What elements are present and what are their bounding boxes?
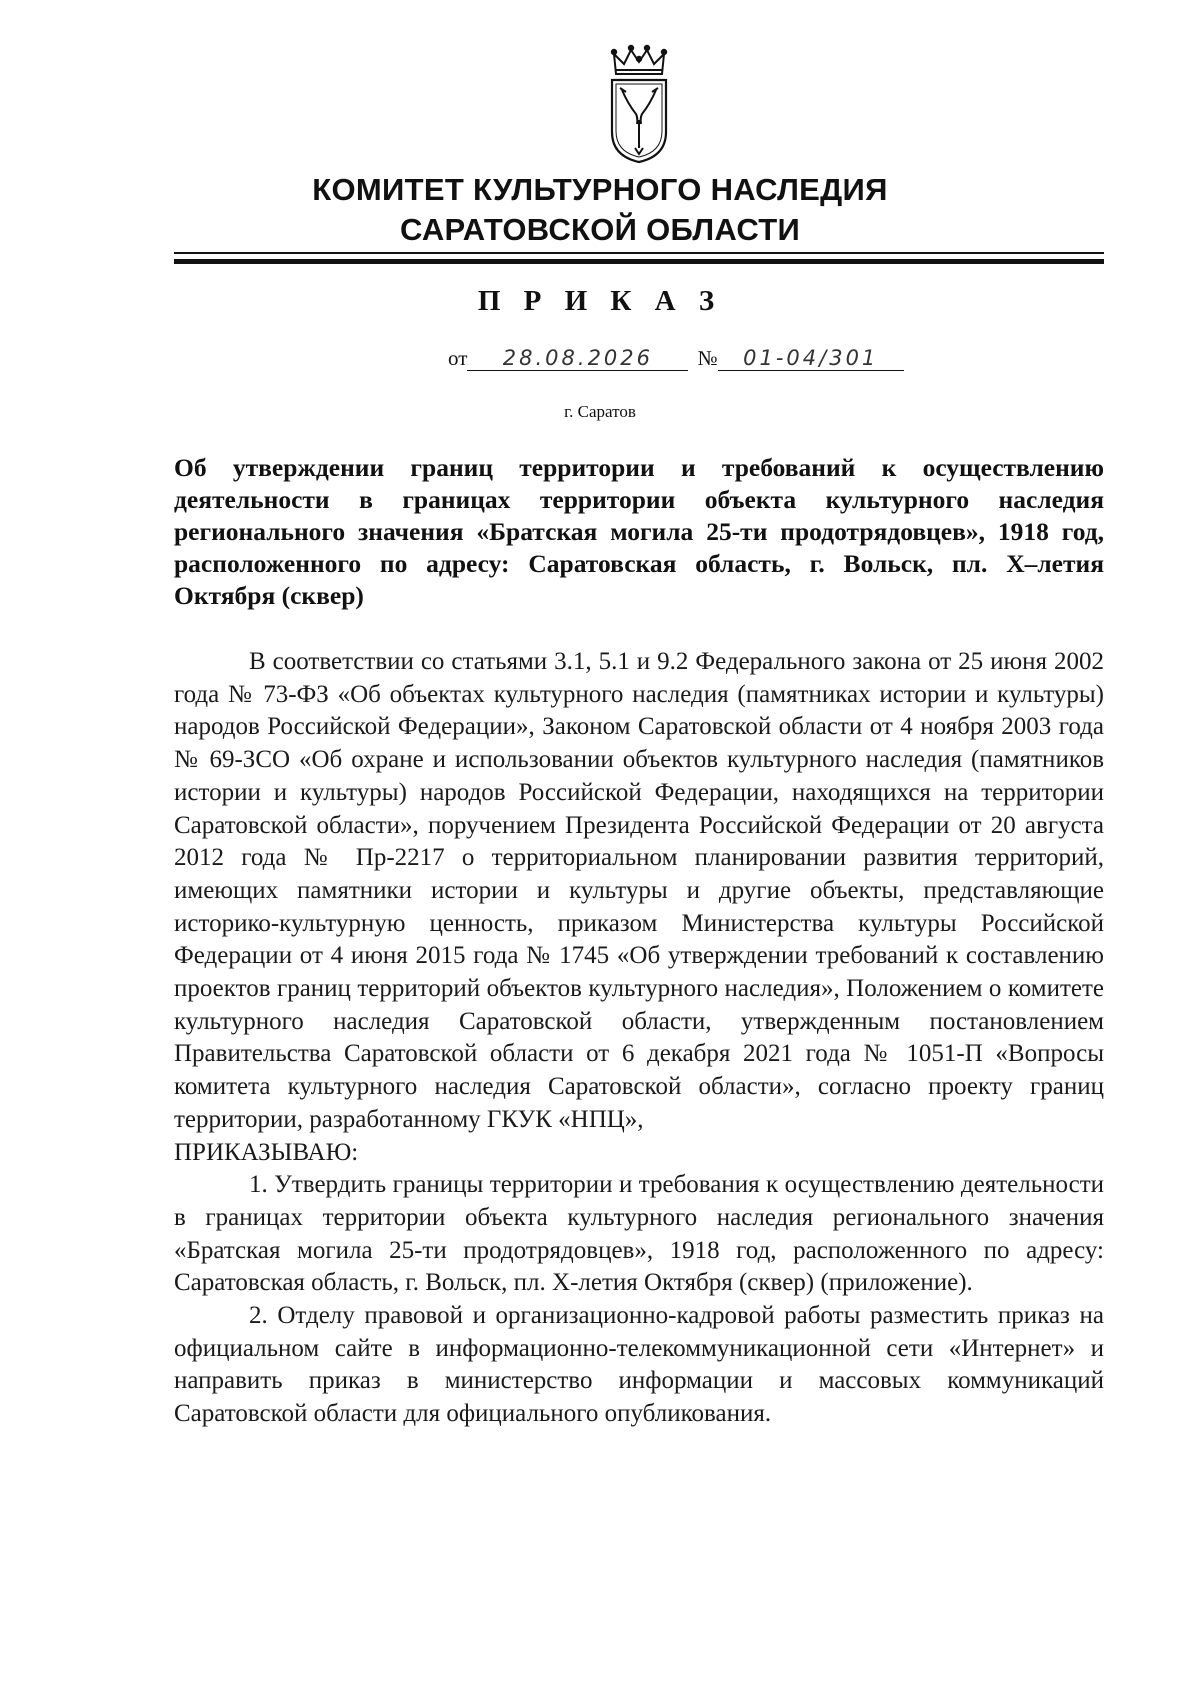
organization-name-line1: КОМИТЕТ КУЛЬТУРНОГО НАСЛЕДИЯ: [312, 172, 888, 207]
organization-name: [0, 170, 1200, 250]
organization-name-line2: САРАТОВСКОЙ ОБЛАСТИ: [399, 212, 801, 247]
coat-of-arms-icon: [606, 44, 672, 164]
order-word: ПРИКАЗЫВАЮ:: [174, 1138, 359, 1166]
date-prefix: от: [448, 346, 468, 370]
handwritten-number: 01-04/301: [718, 346, 904, 371]
document-body: [174, 646, 1104, 1431]
handwritten-date: 28.08.2026: [467, 346, 688, 371]
preamble-paragraph: В соответствии со статьями 3.1, 5.1 и 9.2 Федерального закона от 25 июня 2002 года № 73-ФЗ «Об объектах культурного наследия (памятниках истории и культуры) народов Российской Федерации», Законом Саратовской области от 4 ноября 2003 года № 69-ЗСО «Об охране и использовании объектов культурного наследия (памятников истории и культуры) народов Российской Федерации, находящихся на территории Саратовской области», поручением Президента Российской Федерации от 20 августа 2012 года № Пр-2217 о территориальном планировании развития территорий, имеющих памятники истории и культуры и другие объекты, представляющие историко-культурную ценность, приказом Министерства культуры Российской Федерации от 4 июня 2015 года № 1745 «Об утверждении требований к составлению проектов границ территорий объектов культурного наследия», Положением о комитете культурного наследия Саратовской области, утвержденным постановлением Правительства Саратовской области от 6 декабря 2021 года № 1051-П «Вопросы комитета культурного наследия Саратовской области», согласно проекту границ территории, разработанному ГКУК «НПЦ»,: [174, 648, 1104, 1133]
document-type: П Р И К А З: [477, 285, 723, 317]
order-item-1: 1. Утвердить границы территории и требования к осуществлению деятельности в границах территории объекта культурного наследия регионального значения «Братская могила 25-ти продотрядовцев», 1918 год, расположенного по адресу: Саратовская область, г. Вольск, пл. Х-летия Октября (сквер) (приложение).: [174, 1171, 1104, 1297]
header-rule-thin: [174, 252, 1104, 254]
order-item-2: 2. Отделу правовой и организационно-кадровой работы разместить приказ на официальном сайте в информационно-телекоммуникационной сети «Интернет» и направить приказ в министерство информации и массовых коммуникаций Саратовской области для официального опубликования.: [174, 1302, 1104, 1428]
number-prefix: №: [697, 346, 718, 370]
document-subject: Об утверждении границ территории и требований к осуществлению деятельности в границах территории объекта культурного наследия регионального значения «Братская могила 25-ти продотрядовцев», 1918 год, расположенного по адресу: Саратовская область, г. Вольск, пл. Х–летия Октября (сквер): [174, 453, 1104, 610]
date-number-line: [448, 346, 904, 371]
header-rule-thick: [174, 259, 1104, 264]
city: г. Саратов: [564, 402, 636, 421]
